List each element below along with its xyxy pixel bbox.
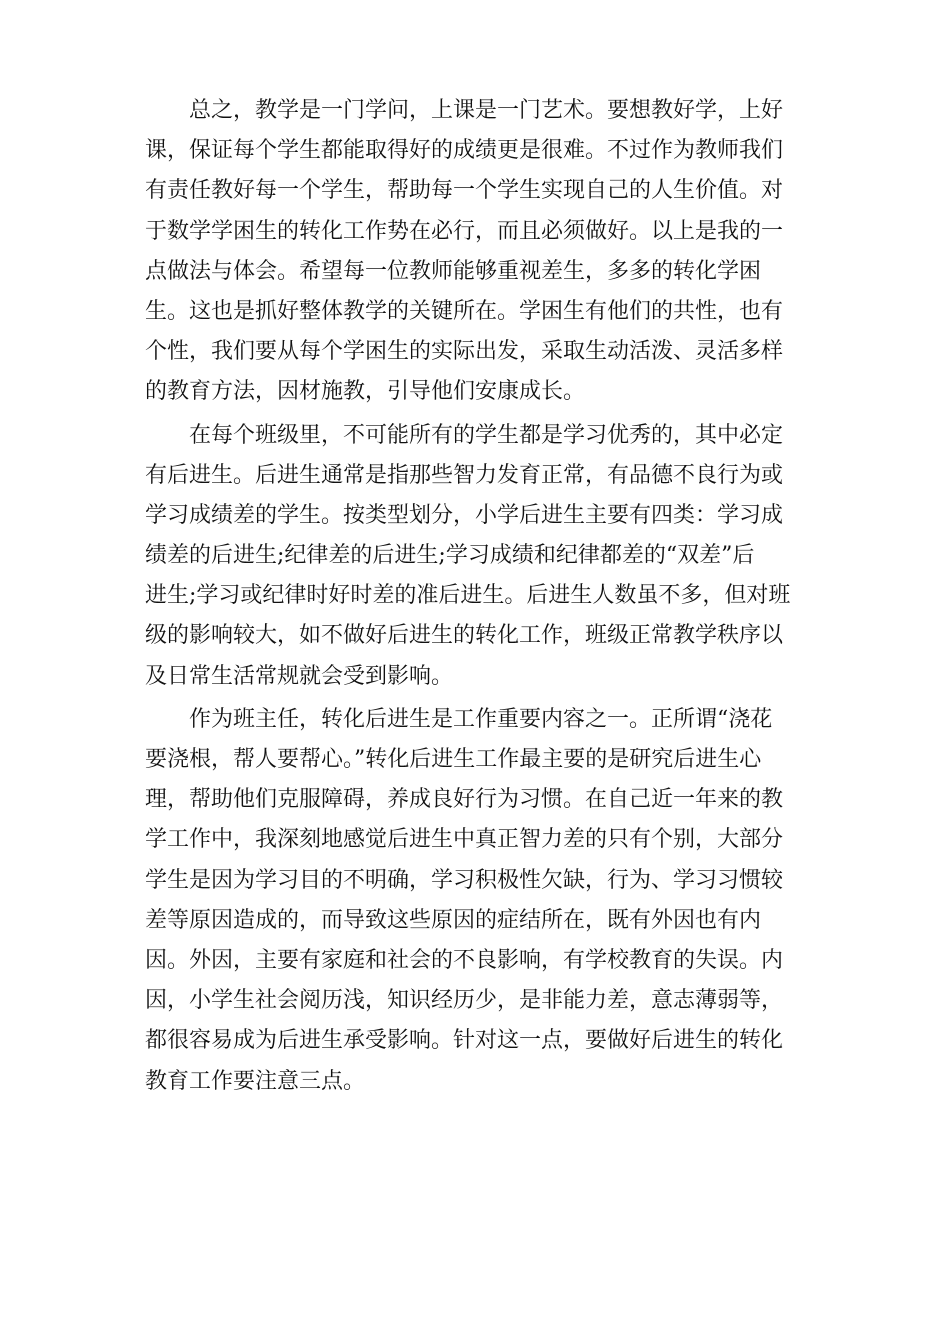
paragraph-line: 因，小学生社会阅历浅，知识经历少，是非能力差，意志薄弱等， xyxy=(145,988,784,1014)
paragraph-line: 教育工作要注意三点。 xyxy=(145,1068,366,1094)
paragraph-line: 理，帮助他们克服障碍，养成良好行为习惯。在自己近一年来的教 xyxy=(145,787,784,813)
paragraph-line: 作为班主任，转化后进生是工作重要内容之一。正所谓“浇花 xyxy=(189,706,773,732)
paragraph-line: 的教育方法，因材施教，引导他们安康成长。 xyxy=(145,379,586,405)
paragraph-line: 在每个班级里，不可能所有的学生都是学习优秀的，其中必定 xyxy=(189,422,784,448)
paragraph-line: 于数学学困生的转化工作势在必行，而且必须做好。以上是我的一 xyxy=(145,218,784,244)
paragraph-line: 绩差的后进生;纪律差的后进生;学习成绩和纪律都差的“双差”后 xyxy=(145,543,755,569)
paragraph-line: 都很容易成为后进生承受影响。针对这一点，要做好后进生的转化 xyxy=(145,1028,784,1054)
paragraph-line: 学生是因为学习目的不明确，学习积极性欠缺，行为、学习习惯较 xyxy=(145,867,784,893)
paragraph-line: 个性，我们要从每个学困生的实际出发，采取生动活泼、灵活多样 xyxy=(145,339,784,365)
paragraph-line: 学习成绩差的学生。按类型划分，小学后进生主要有四类：学习成 xyxy=(145,502,784,528)
paragraph-line: 总之，教学是一门学问，上课是一门艺术。要想教好学，上好 xyxy=(189,98,784,123)
document-body xyxy=(145,91,810,1102)
paragraph-2 xyxy=(145,416,810,697)
paragraph-line: 学工作中，我深刻地感觉后进生中真正智力差的只有个别，大部分 xyxy=(145,827,784,853)
paragraph-line: 课，保证每个学生都能取得好的成绩更是很难。不过作为教师我们 xyxy=(145,138,784,164)
paragraph-line: 及日常生活常规就会受到影响。 xyxy=(145,663,454,689)
paragraph-line: 生。这也是抓好整体教学的关键所在。学困生有他们的共性，也有 xyxy=(145,298,784,324)
paragraph-line: 级的影响较大，如不做好后进生的转化工作，班级正常教学秩序以 xyxy=(145,623,784,649)
paragraph-line: 有后进生。后进生通常是指那些智力发育正常，有品德不良行为或 xyxy=(145,462,784,488)
paragraph-line: 点做法与体会。希望每一位教师能够重视差生，多多的转化学困 xyxy=(145,258,762,284)
paragraph-line: 要浇根，帮人要帮心。”转化后进生工作最主要的是研究后进生心 xyxy=(145,747,762,772)
paragraph-line: 差等原因造成的，而导致这些原因的症结所在，既有外因也有内 xyxy=(145,907,762,933)
paragraph-1 xyxy=(145,91,810,413)
paragraph-3 xyxy=(145,700,810,1102)
paragraph-line: 有责任教好每一个学生，帮助每一个学生实现自己的人生价值。对 xyxy=(145,178,784,204)
paragraph-line: 进生;学习或纪律时好时差的准后进生。后进生人数虽不多，但对班 xyxy=(145,583,791,609)
paragraph-line: 因。外因，主要有家庭和社会的不良影响，有学校教育的失误。内 xyxy=(145,947,784,973)
